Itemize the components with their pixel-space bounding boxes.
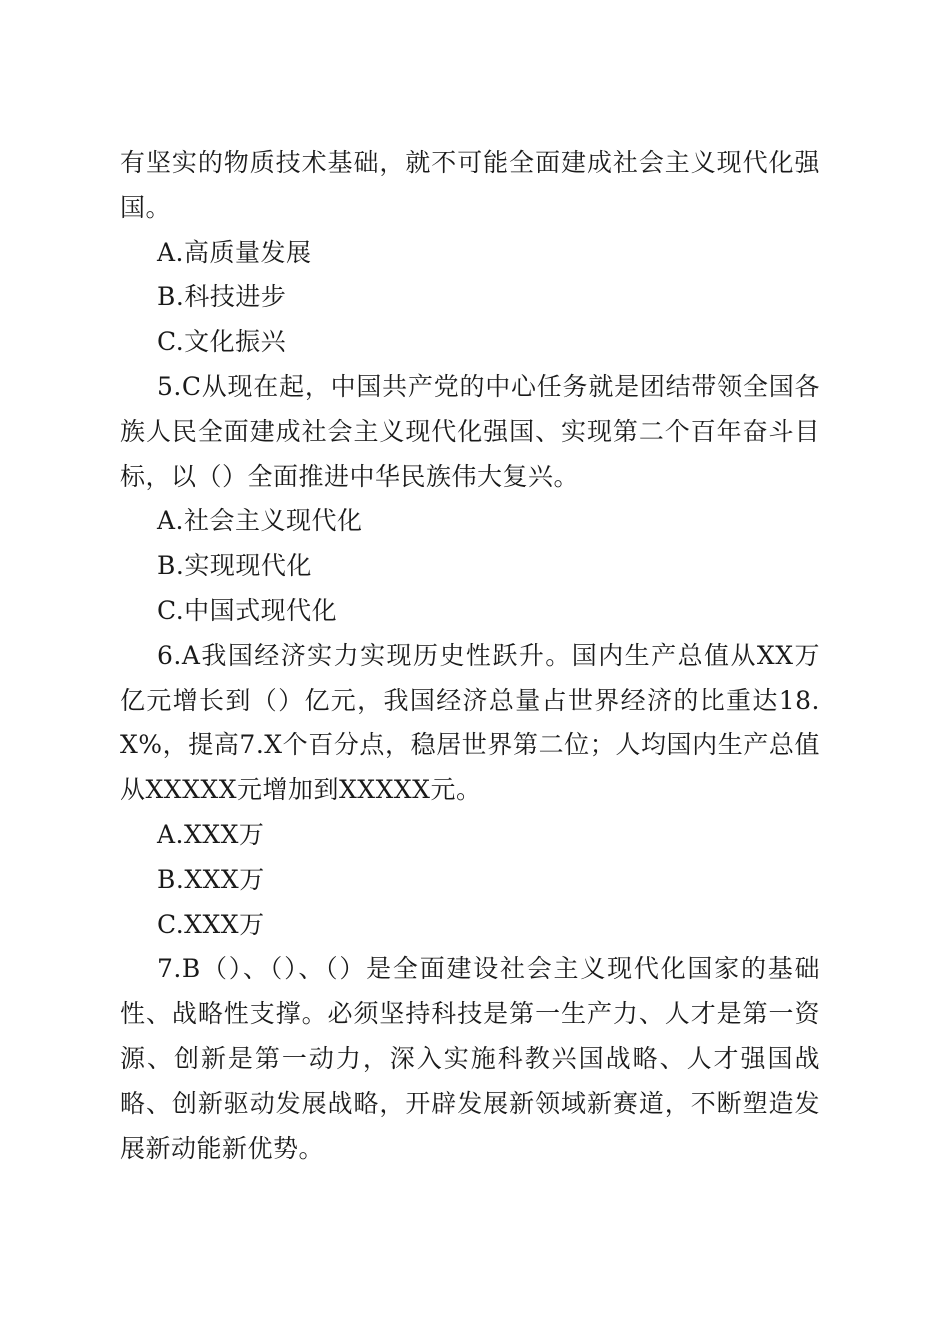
paragraph-continuation-end: 国。 [120,192,172,222]
option-q4-a: A.高质量发展 [157,237,312,267]
option-q4-b: B.科技进步 [157,282,287,312]
paragraph-continuation-line: 有坚实的物质技术基础，就不可能全面建成社会主义现代化强 [120,148,820,177]
document-body [120,141,820,1171]
question-5: 5.C从现在起，中国共产党的中心任务就是团结带领全国各族人民全面建成社会主义现代化强国、实现第二个百年奋斗目标，以（）全面推进中华民族伟大复兴。 [120,371,820,491]
option-q6-c: C.XXX万 [157,909,265,939]
option-q5-c: C.中国式现代化 [157,595,338,625]
option-q5-b: B.实现现代化 [157,551,312,581]
question-6: 6.A我国经济实力实现历史性跃升。国内生产总值从XX万亿元增长到（）亿元，我国经济总量占世界经济的比重达18.X%，提高7.X个百分点，稳居世界第二位；人均国内生产总值从XXXXX元增加到XXXXX元。 [120,640,820,805]
option-q4-c: C.文化振兴 [157,327,287,357]
option-q6-b: B.XXX万 [157,864,265,894]
question-7: 7.B（）、（）、（）是全面建设社会主义现代化国家的基础性、战略性支撑。必须坚持科技是第一生产力、人才是第一资源、创新是第一动力，深入实施科教兴国战略、人才强国战略、创新驱动发展战略，开辟发展新领域新赛道，不断塑造发展新动能新优势。 [120,954,820,1163]
option-q6-a: A.XXX万 [157,819,265,849]
option-q5-a: A.社会主义现代化 [157,506,363,536]
